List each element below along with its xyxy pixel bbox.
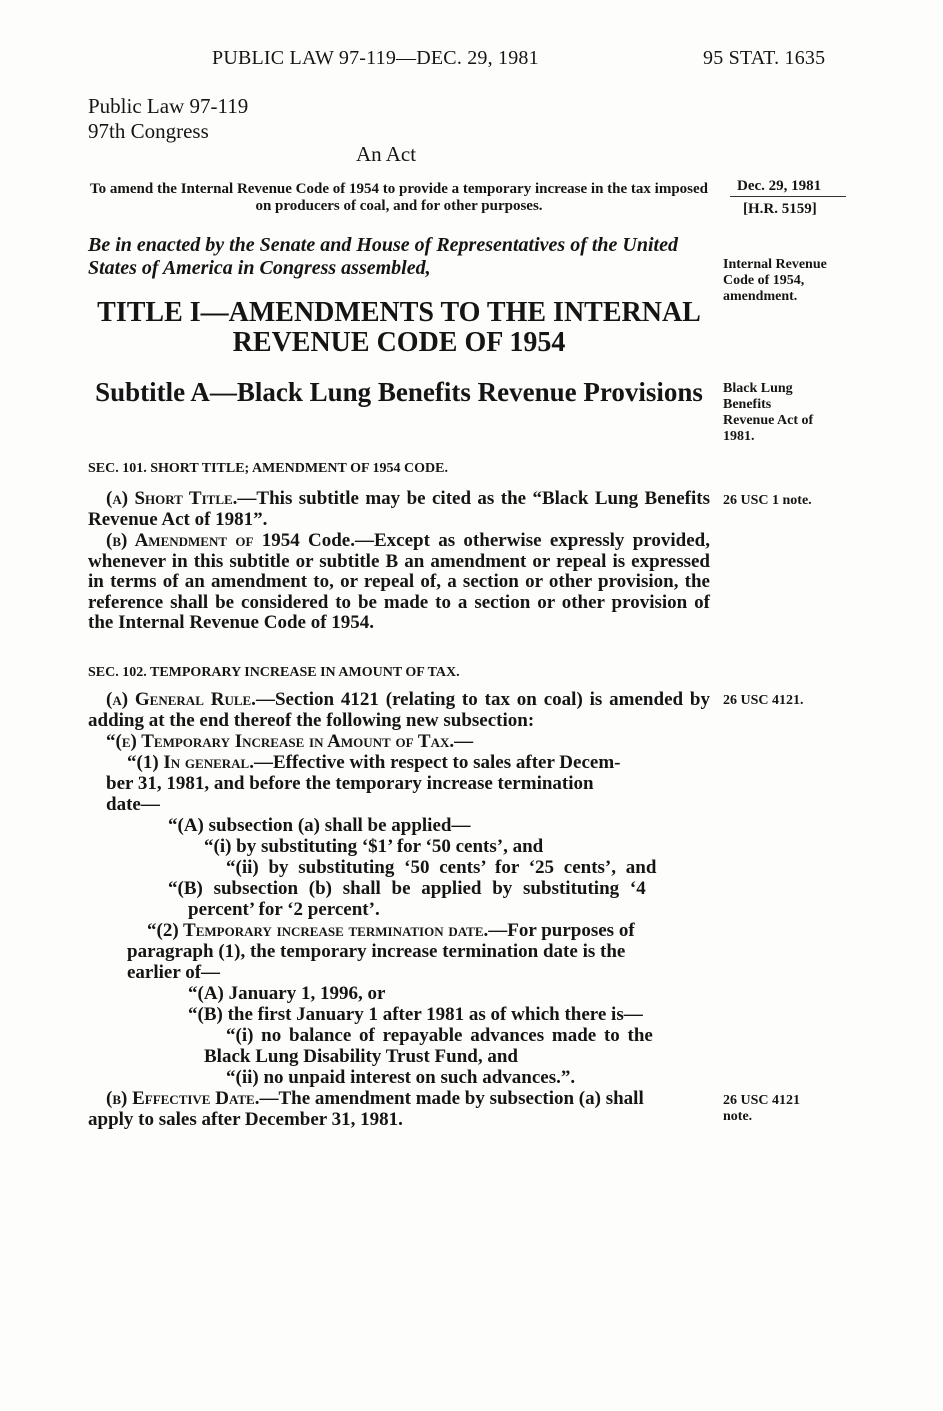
purpose-text: To amend the Internal Revenue Code of 1954 to provide a temporary increase in the tax imposed on producers of coal, and for other purposes. [89,181,709,214]
subtitle-heading: Subtitle A—Black Lung Benefits Revenue Provisions [95,377,703,407]
section-102-b-text-1: —The amendment made by subsection (a) shall [259,1088,644,1109]
paragraph-2-B: “(B) the first January 1 after 1981 as of which there is— [188,1004,643,1025]
congress: 97th Congress [88,119,209,143]
margin-bill: [H.R. 5159] [743,201,817,217]
margin-irc-note: Internal Revenue Code of 1954, amendment. [723,257,827,304]
paragraph-1-line-3: date— [106,794,160,815]
section-102-heading: SEC. 102. TEMPORARY INCREASE IN AMOUNT OF TAX. [88,665,460,680]
paragraph-1-line-2: ber 31, 1981, and before the temporary increase termination [106,773,594,794]
section-101-a [88,489,710,530]
paragraph-1-line-1 [127,752,620,774]
paragraph-2-A: “(A) January 1, 1996, or [188,983,386,1004]
paragraph-2-label: “(2) Temporary increase termination date. [147,920,489,941]
running-header: PUBLIC LAW 97-119—DEC. 29, 1981 [212,47,539,69]
section-101-a-text: —This subtitle may be cited as the “Black Lung Benefits Revenue Act of 1981”. [88,488,710,530]
clause-A-ii: “(ii) by substituting ‘50 cents’ for ‘25 cents’, and [226,857,657,878]
section-101-a-label: (a) Short Title. [106,488,238,509]
margin-usc-4121-note: 26 USC 4121 note. [723,1093,801,1124]
margin-act-note: Black Lung Benefits Revenue Act of 1981. [723,381,814,444]
clause-B-i-line-2: Black Lung Disability Trust Fund, and [204,1046,518,1067]
section-101-b [88,531,710,634]
enacting-clause: Be in enacted by the Senate and House of Representatives of the United States of America in Congress assembled, [88,234,678,279]
clause-B-i-line-1: “(i) no balance of repayable advances made to the [226,1025,653,1046]
section-102-b-line-1 [106,1088,644,1110]
margin-date: Dec. 29, 1981 [737,178,822,194]
paragraph-2-text-1: —For purposes of [488,920,635,941]
section-102-b-label: (b) Effective Date. [106,1088,260,1109]
paragraph-2-line-1 [147,920,635,942]
paragraph-2-line-3: earlier of— [127,962,221,983]
page-number: 95 STAT. 1635 [703,47,826,69]
section-101-b-text: 1954 Code.—Except as otherwise expressly provided, whenever in this subtitle or subtitle B an amendment or repeal is expressed in terms of an amendment to, or repeal of, a section or other provision, the reference shall be considered to be made to a section or other provision of the Internal Revenue Code of 1954. [88,530,710,633]
clause-A-i: “(i) by substituting ‘$1’ for ‘50 cents’, and [204,836,544,857]
subparagraph-A: “(A) subsection (a) shall be applied— [168,815,471,836]
subsection-e-label: “(e) Temporary Increase in Amount of Tax. [106,731,455,752]
title-heading: TITLE I—AMENDMENTS TO THE INTERNAL REVENUE CODE OF 1954 [97,297,701,358]
clause-B-ii: “(ii) no unpaid interest on such advances.”. [226,1067,576,1088]
subparagraph-B-line-1: “(B) subsection (b) shall be applied by substituting ‘4 [168,878,646,899]
margin-usc-1: 26 USC 1 note. [723,493,812,508]
section-102-a-text: —Section 4121 (relating to tax on coal) is amended by adding at the end thereof the following new subsection: [88,689,710,731]
section-101-b-label: (b) Amendment of [106,530,254,551]
section-102-b-line-2: apply to sales after December 31, 1981. [88,1109,403,1130]
paragraph-1-label: “(1) In general. [127,752,254,773]
section-102-a [88,690,710,731]
paragraph-2-line-2: paragraph (1), the temporary increase termination date is the [127,941,626,962]
margin-divider [730,196,846,197]
section-101-heading: SEC. 101. SHORT TITLE; AMENDMENT OF 1954 CODE. [88,461,448,476]
subparagraph-B-line-2: percent’ for ‘2 percent’. [188,899,380,920]
section-102-a-label: (a) General Rule. [106,689,256,710]
subsection-e-dash: — [454,731,474,752]
margin-usc-4121: 26 USC 4121. [723,693,804,708]
an-act-heading: An Act [356,142,417,166]
paragraph-1-text-1: —Effective with respect to sales after Decem- [253,752,621,773]
public-law-number: Public Law 97-119 [88,94,249,118]
subsection-e-heading [106,731,473,753]
